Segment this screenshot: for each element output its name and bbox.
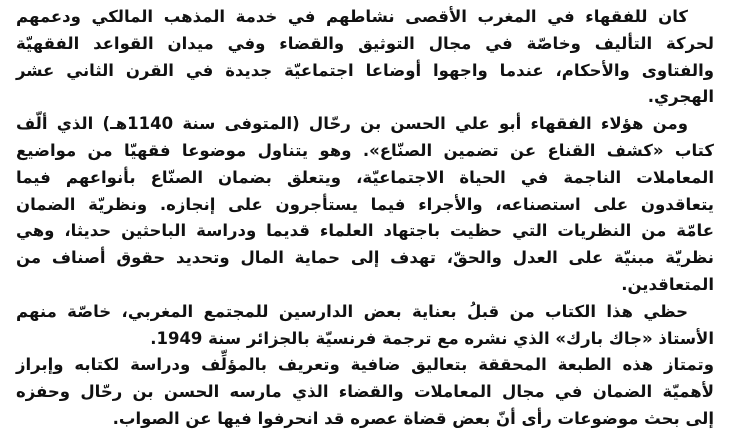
text-line: عامّة من النظريات التي حظيت باجتهاد العلماء قديما ودراسة الباحثين حديثا، وهي xyxy=(16,221,714,241)
text-line: المتعاقدين. xyxy=(621,274,714,294)
text-line: ومن هؤلاء الفقهاء أبو علي الحسن بن رحّال (المتوفى سنة 1140هـ) الذي ألّف xyxy=(16,114,688,134)
text-line: وتمتاز هذه الطبعة المحققة بتعاليق ضافية وتعريف بالمؤلِّف ودراسة لكتابه وإبراز xyxy=(16,355,714,375)
text-line: والفتاوى والأحكام، عندما واجهوا أوضاعا اجتماعيّة جديدة في القرن الثاني عشر xyxy=(16,60,714,80)
text-line: المعاملات الناجمة في الحياة الاجتماعيّة، ويتعلق بضمان الصنّاع بأنواعهم فيما xyxy=(16,167,714,187)
text-line: كان للفقهاء في المغرب الأقصى نشاطهم في خدمة المذهب المالكي ودعمهم xyxy=(16,7,688,26)
text-line: لحركة التأليف وخاصّة في مجال التوثيق والقضاء وفي ميدان القواعد الفقهيّة xyxy=(16,33,714,53)
text-line: يتعاقدون على استصناعه، والأجراء فيما يستأجرون على إنجازه. ونظريّة الضمان xyxy=(16,194,714,214)
paragraph-intro xyxy=(16,4,714,111)
text-line: إلى بحث موضوعات رأى أنّ بعض قضاة عصره قد انحرفوا فيها عن الصواب. xyxy=(112,408,714,428)
text-line: نظريّة مبنيّة على العدل والحقّ، تهدف إلى حماية المال وتحديد حقوق أصناف من xyxy=(16,248,714,268)
text-line: لأهميّة الضمان في مجال المعاملات والقضاء الذي مارسه الحسن بن رحّال وحفزه xyxy=(16,382,714,402)
text-line: الأستاذ «جاك بارك» الذي نشره مع ترجمة فرنسيّة بالجزائر سنة 1949. xyxy=(150,328,714,348)
text-line: حظي هذا الكتاب من قبلُ بعناية بعض الدارسين للمجتمع المغربي، خاصّة منهم xyxy=(16,301,688,321)
paragraph-author-and-book xyxy=(16,111,714,299)
text-line: كتاب «كشف القناع عن تضمين الصنّاع». وهو يتناول موضوعا فقهيّا من مواضيع xyxy=(16,140,714,160)
text-line: الهجري. xyxy=(647,87,714,107)
paragraph-edition xyxy=(16,299,714,433)
